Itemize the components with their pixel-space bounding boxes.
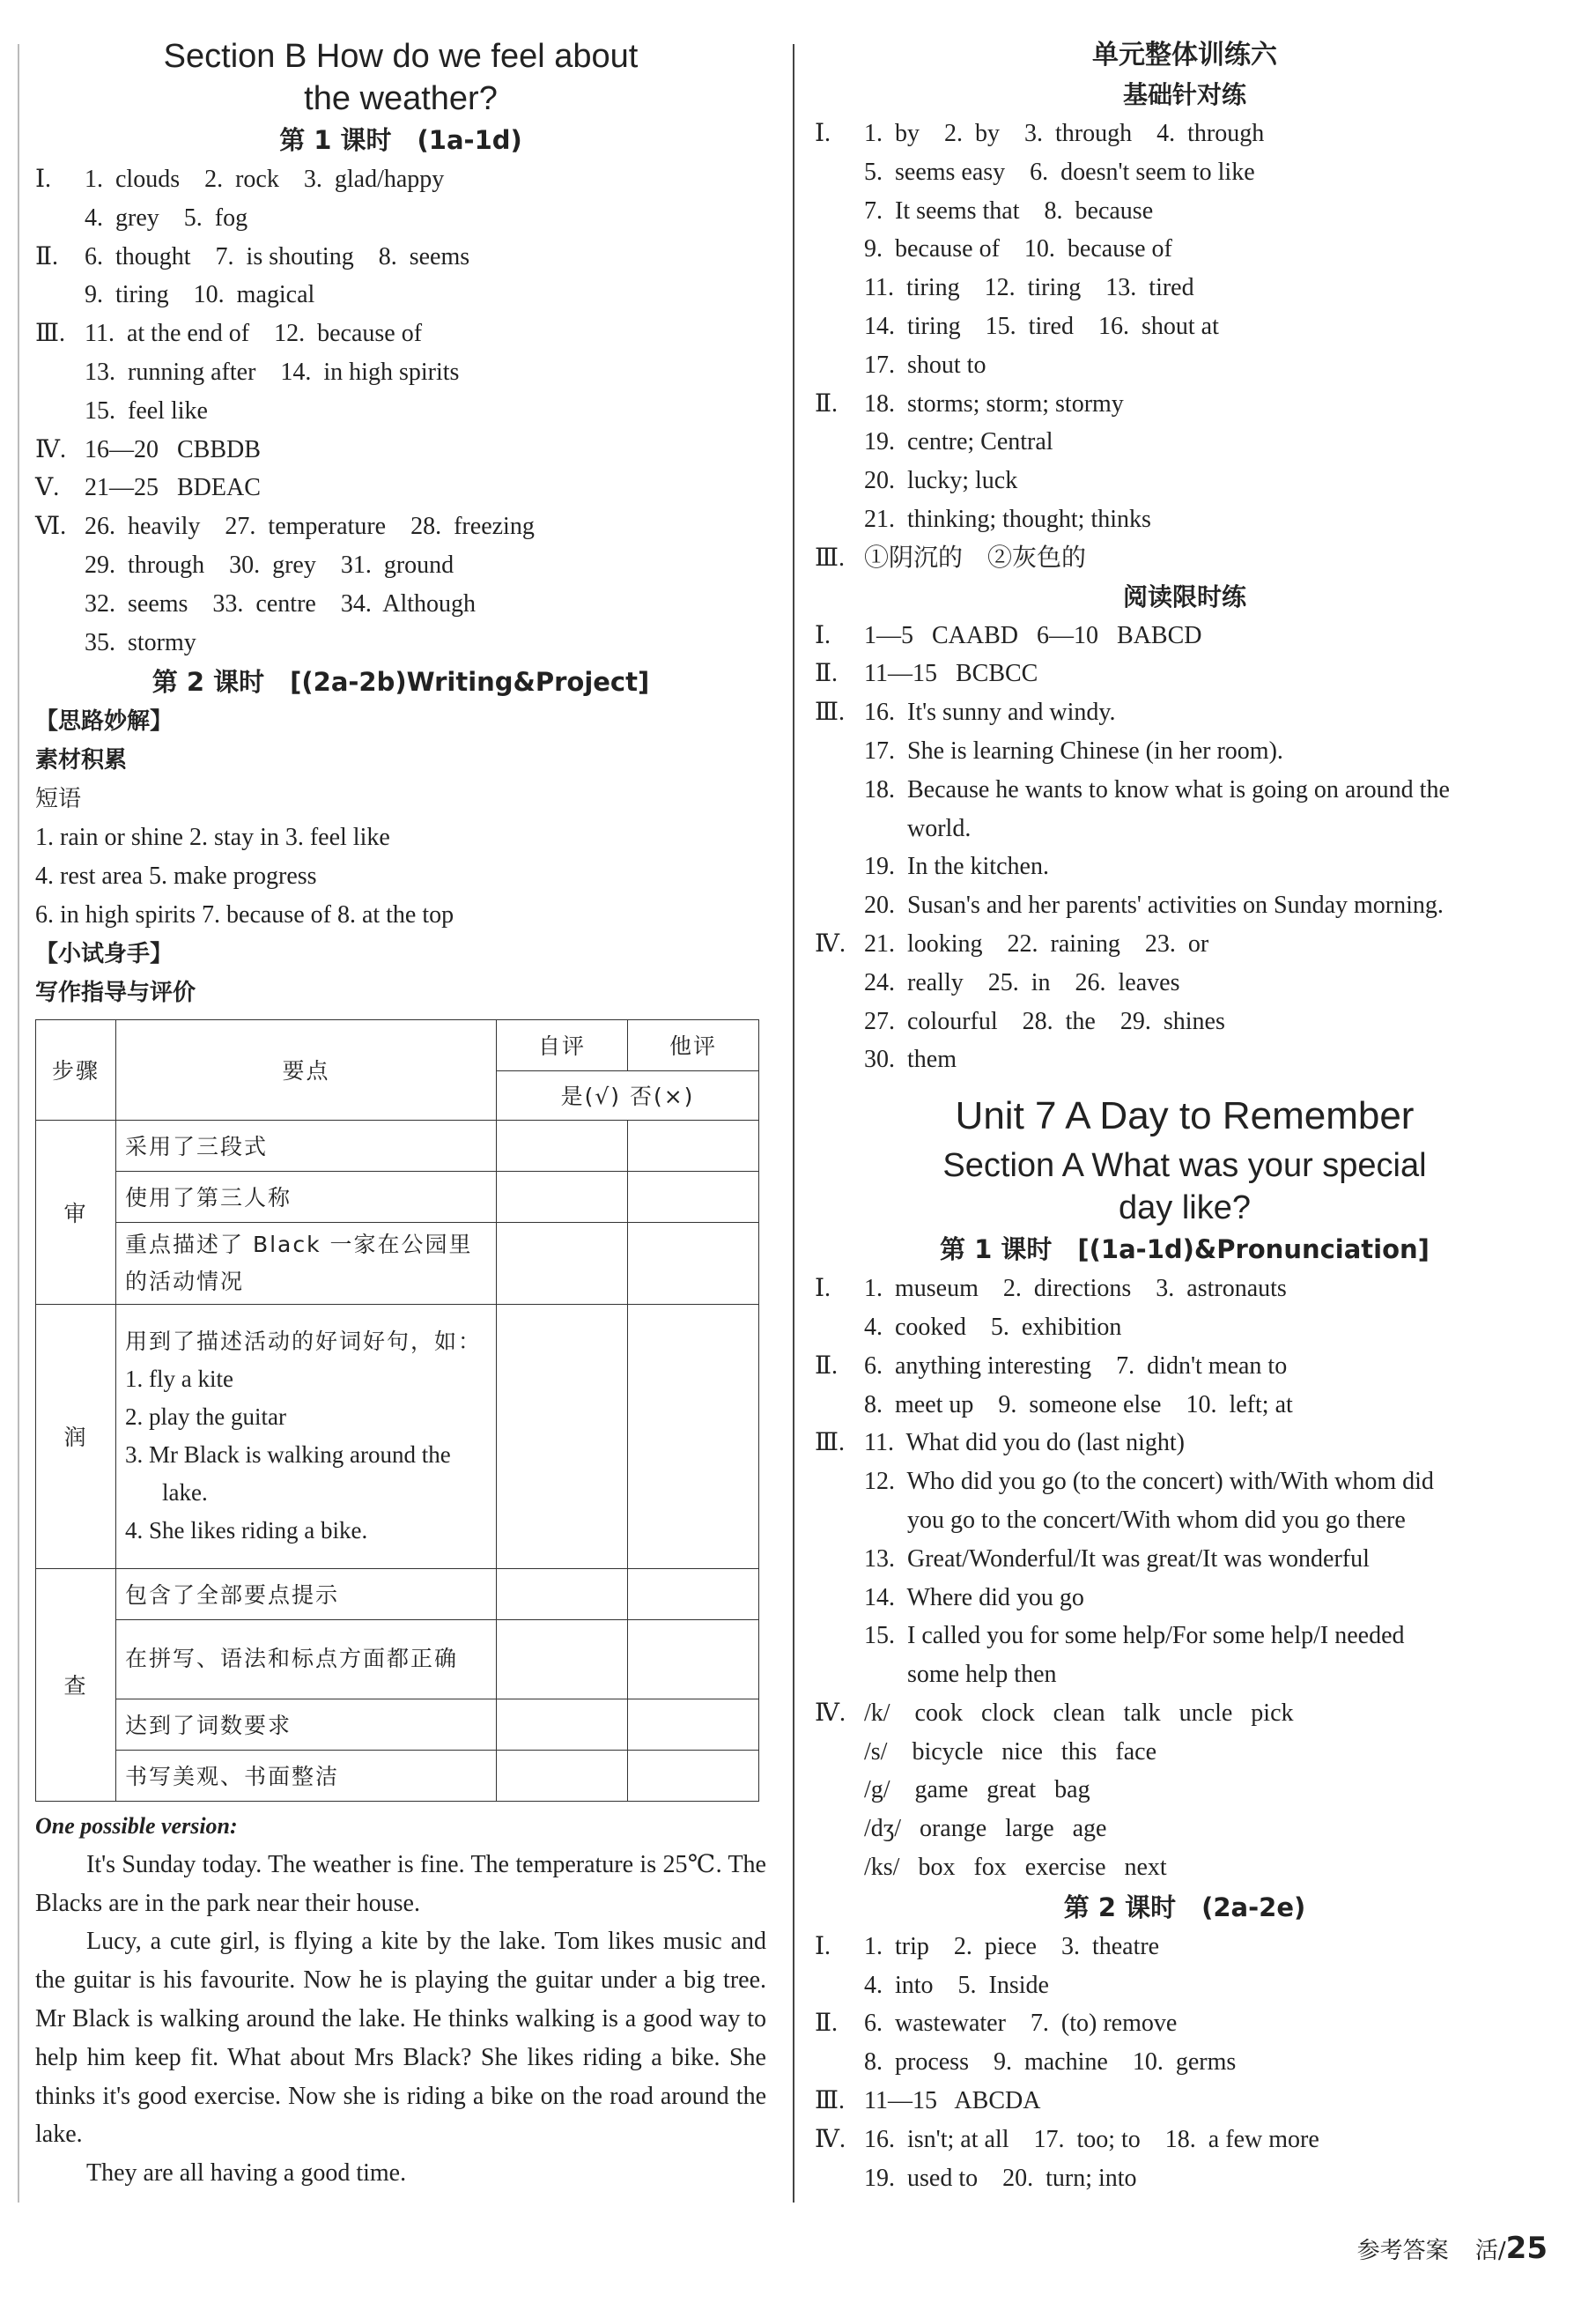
- answer-line: [815, 1424, 1555, 1462]
- answer-text: some help then: [864, 1661, 1057, 1689]
- step-shen: 审: [36, 1120, 116, 1304]
- example-item: 4. She likes riding a bike.: [125, 1517, 368, 1544]
- u7-lesson2-answers: [815, 1928, 1555, 2198]
- u7-lesson2-title: 第 2 课时 (2a-2e): [1063, 1892, 1306, 1922]
- answer-line: [35, 353, 766, 392]
- section-a-title-line1: Section A What was your special: [942, 1147, 1427, 1185]
- key-point: 包含了全部要点提示: [116, 1568, 497, 1619]
- roman-numeral: Ⅳ.: [815, 2125, 846, 2153]
- section-b-title-line1: Section B How do we feel about: [163, 38, 639, 75]
- answer-line: [815, 269, 1555, 307]
- answer-line: [815, 1579, 1555, 1618]
- answer-line: [815, 423, 1555, 462]
- answer-text: 7. It seems that 8. because: [864, 196, 1154, 225]
- answer-text: 30. them: [864, 1046, 957, 1074]
- jichu-answers: [815, 115, 1555, 578]
- xiaoshi-label: 【小试身手】: [35, 940, 174, 967]
- answer-text: 19. used to 20. turn; into: [864, 2164, 1137, 2192]
- step-run: 润: [36, 1304, 116, 1568]
- answer-text: 1. by 2. by 3. through 4. through: [864, 120, 1265, 147]
- roman-numeral: Ⅰ.: [815, 1275, 831, 1303]
- answer-text: 13. Great/Wonderful/It was great/It was wonderful: [864, 1544, 1370, 1573]
- answer-text: 1. museum 2. directions 3. astronauts: [864, 1275, 1287, 1303]
- jichu-title: 基础针对练: [1122, 80, 1246, 109]
- answer-text: 27. colourful 28. the 29. shines: [864, 1007, 1225, 1035]
- answer-text: 20. Susan's and her parents' activities on Sunday morning.: [864, 892, 1444, 920]
- answer-line: [35, 199, 766, 238]
- essay-paragraph: They are all having a good time.: [86, 2159, 407, 2188]
- answer-line: [815, 1848, 1555, 1887]
- answer-text: 13. running after 14. in high spirits: [85, 358, 460, 386]
- answer-line: [815, 1655, 1555, 1694]
- answer-text: 29. through 30. grey 31. ground: [85, 551, 454, 579]
- answer-text: /s/ bicycle nice this face: [864, 1737, 1156, 1766]
- page-number: 25: [1505, 2231, 1548, 2266]
- lesson1-title: 第 1 课时 (1a-1d): [279, 125, 522, 155]
- answer-line: [815, 655, 1555, 693]
- header-other: 他评: [628, 1019, 759, 1070]
- roman-numeral: Ⅱ.: [815, 2010, 839, 2038]
- u7-lesson1-answers: [815, 1270, 1555, 1887]
- right-column: [815, 35, 1555, 2197]
- answer-line: [815, 1040, 1555, 1079]
- answer-text: 12. Who did you go (to the concert) with/With whom did: [864, 1468, 1434, 1496]
- roman-numeral: Ⅲ.: [35, 320, 66, 348]
- answer-text: 14. tiring 15. tired 16. shout at: [864, 312, 1219, 340]
- essay-paragraph: Lucy, a cute girl, is flying a kite by the lake. Tom likes music and the guitar is his favourite. Now he is playing the guitar under a big tree. Mr Black is walking around the lake. He thinks walking is a good way to help him keep fit. What about Mrs Black? She likes riding a bike. She thinks it's good exercise. Now she is riding a bike on the road around the lake.: [35, 1928, 766, 2149]
- answer-line: [815, 848, 1555, 886]
- header-self: 自评: [497, 1019, 628, 1070]
- answer-text: 15. I called you for some help/For some help/I needed: [864, 1622, 1405, 1650]
- roman-numeral: Ⅰ.: [35, 166, 52, 193]
- roman-numeral: Ⅲ.: [815, 699, 846, 727]
- answer-line: [815, 617, 1555, 655]
- roman-numeral: Ⅱ.: [815, 660, 839, 688]
- silu-label: 【思路妙解】: [35, 708, 174, 736]
- answer-line: [815, 771, 1555, 810]
- answer-text: 20. lucky; luck: [864, 467, 1018, 495]
- answer-line: [815, 385, 1555, 424]
- answer-text: 4. grey 5. fog: [85, 204, 248, 232]
- answer-line: [815, 153, 1555, 192]
- answer-line: [815, 1540, 1555, 1579]
- answer-line: [815, 1308, 1555, 1347]
- yuedu-answers: [815, 617, 1555, 1080]
- answer-line: [815, 1270, 1555, 1308]
- answer-text: ①阴沉的 ②灰色的: [864, 544, 1087, 572]
- answer-line: [815, 925, 1555, 964]
- answer-line: [815, 1966, 1555, 2005]
- answer-line: [815, 230, 1555, 269]
- answer-line: [815, 2121, 1555, 2159]
- answer-text: /ks/ box fox exercise next: [864, 1854, 1167, 1882]
- answer-text: 21. looking 22. raining 23. or: [864, 929, 1209, 958]
- xiezuo-label: 写作指导与评价: [35, 979, 196, 1006]
- answer-line: [815, 2004, 1555, 2043]
- header-step: 步骤: [36, 1019, 116, 1120]
- roman-numeral: Ⅱ.: [815, 389, 839, 418]
- answer-line: [815, 732, 1555, 771]
- margin-line: [18, 44, 19, 2203]
- answer-text: 16. It's sunny and windy.: [864, 699, 1116, 727]
- key-point: 达到了词数要求: [116, 1699, 497, 1750]
- answer-text: 4. into 5. Inside: [864, 1971, 1049, 1999]
- lesson2-title: 第 2 课时 [(2a-2b)Writing&Project]: [151, 667, 650, 698]
- answer-text: 15. feel like: [85, 396, 208, 425]
- answer-text: 6. anything interesting 7. didn't mean to: [864, 1351, 1288, 1380]
- answer-text: 1. trip 2. piece 3. theatre: [864, 1932, 1160, 1960]
- answer-line: [815, 1003, 1555, 1041]
- answer-line: [815, 693, 1555, 732]
- phrase-line: 1. rain or shine 2. stay in 3. feel like: [35, 824, 390, 852]
- answer-text: 11. What did you do (last night): [864, 1429, 1185, 1457]
- answer-text: 21. thinking; thought; thinks: [864, 505, 1151, 533]
- evaluation-table: [35, 1019, 759, 1802]
- answer-text: world.: [864, 814, 972, 842]
- answer-line: [35, 238, 766, 277]
- answer-line: [35, 469, 766, 507]
- answer-line: [35, 507, 766, 546]
- answer-line: [815, 1694, 1555, 1733]
- section-b-title-line2: the weather?: [304, 80, 498, 117]
- answer-line: [35, 546, 766, 585]
- duanyu-label: 短语: [35, 786, 82, 813]
- answer-line: [815, 1810, 1555, 1848]
- answer-text: 32. seems 33. centre 34. Although: [85, 589, 477, 618]
- answer-line: [35, 315, 766, 353]
- answer-text: 1—5 CAABD 6—10 BABCD: [864, 621, 1202, 649]
- answer-text: 9. because of 10. because of: [864, 235, 1172, 263]
- phrase-line: 6. in high spirits 7. because of 8. at the top: [35, 900, 454, 929]
- example-item: 2. play the guitar: [125, 1403, 286, 1431]
- answer-text: 11. at the end of 12. because of: [85, 320, 423, 348]
- footer-huo: 活/: [1474, 2238, 1506, 2264]
- answer-text: 8. meet up 9. someone else 10. left; at: [864, 1390, 1293, 1418]
- answer-text: 6. wastewater 7. (to) remove: [864, 2010, 1178, 2038]
- roman-numeral: Ⅲ.: [815, 544, 846, 572]
- answer-line: [815, 964, 1555, 1003]
- roman-numeral: Ⅰ.: [815, 120, 831, 147]
- answer-line: [815, 539, 1555, 578]
- roman-numeral: Ⅰ.: [815, 621, 831, 649]
- left-column: [35, 35, 766, 2193]
- answer-text: 14. Where did you go: [864, 1583, 1084, 1611]
- header-key: 要点: [116, 1019, 497, 1120]
- answer-line: [815, 1462, 1555, 1501]
- unit-training-title: 单元整体训练六: [1092, 40, 1277, 70]
- u7-lesson1-title: 第 1 课时 [(1a-1d)&Pronunciation]: [940, 1234, 1430, 1265]
- answer-line: [815, 2159, 1555, 2198]
- step-cha: 查: [36, 1568, 116, 1801]
- yuedu-title: 阅读限时练: [1122, 581, 1246, 611]
- key-point: 重点描述了 Black 一家在公园里的活动情况: [116, 1222, 497, 1304]
- unit7-title: Unit 7 A Day to Remember: [955, 1094, 1415, 1138]
- section-a-title-line2: day like?: [1119, 1189, 1251, 1227]
- answer-text: you go to the concert/With whom did you go there: [864, 1506, 1406, 1534]
- answer-text: 9. tiring 10. magical: [85, 281, 315, 309]
- roman-numeral: Ⅲ.: [815, 2087, 846, 2115]
- answer-text: 11. tiring 12. tiring 13. tired: [864, 274, 1194, 302]
- answer-text: 26. heavily 27. temperature 28. freezing: [85, 513, 535, 541]
- answer-line: [815, 192, 1555, 231]
- answer-line: [815, 115, 1555, 153]
- answer-text: 18. Because he wants to know what is going on around the: [864, 775, 1450, 803]
- footer-label: 参考答案: [1356, 2238, 1449, 2264]
- answer-text: 18. storms; storm; stormy: [864, 389, 1124, 418]
- answer-line: [815, 2082, 1555, 2121]
- answer-line: [815, 810, 1555, 848]
- essay-heading: One possible version:: [35, 1812, 238, 1839]
- roman-numeral: Ⅵ.: [35, 513, 67, 541]
- answer-line: [35, 392, 766, 431]
- roman-numeral: Ⅳ.: [815, 929, 846, 958]
- answer-line: [35, 276, 766, 315]
- answer-text: 8. process 9. machine 10. germs: [864, 2048, 1237, 2077]
- lesson1-answers: [35, 160, 766, 662]
- answer-line: [815, 2043, 1555, 2082]
- answer-line: [815, 1928, 1555, 1966]
- answer-line: [815, 462, 1555, 500]
- key-point-examples: [116, 1304, 497, 1568]
- answer-text: 11—15 BCBCC: [864, 660, 1038, 688]
- answer-text: 21—25 BDEAC: [85, 474, 261, 502]
- answer-line: [35, 585, 766, 624]
- answer-text: 16—20 CBBDB: [85, 435, 261, 463]
- answer-line: [35, 431, 766, 470]
- answer-text: 4. cooked 5. exhibition: [864, 1313, 1122, 1341]
- answer-line: [815, 1501, 1555, 1540]
- answer-line: [35, 624, 766, 663]
- key-point: 使用了第三人称: [116, 1171, 497, 1222]
- answer-text: 19. In the kitchen.: [864, 853, 1049, 881]
- header-yes-no: 是(√) 否(×): [497, 1070, 759, 1120]
- answer-text: 24. really 25. in 26. leaves: [864, 968, 1180, 996]
- roman-numeral: Ⅱ.: [35, 242, 59, 270]
- essay-paragraph: It's Sunday today. The weather is fine. The temperature is 25℃. The Blacks are in the park near their house.: [35, 1850, 766, 1917]
- answer-text: 16. isn't; at all 17. too; to 18. a few more: [864, 2125, 1319, 2153]
- answer-line: [815, 500, 1555, 539]
- answer-text: /dʒ/ orange large age: [864, 1815, 1107, 1843]
- answer-text: 19. centre; Central: [864, 428, 1053, 456]
- column-divider: [793, 44, 794, 2203]
- answer-text: 17. She is learning Chinese (in her room).: [864, 737, 1283, 765]
- examples-intro: 用到了描述活动的好词好句，如：: [125, 1329, 483, 1355]
- answer-line: [815, 886, 1555, 925]
- key-point: 采用了三段式: [116, 1120, 497, 1171]
- answer-text: /g/ game great bag: [864, 1776, 1090, 1804]
- answer-text: 5. seems easy 6. doesn't seem to like: [864, 158, 1255, 186]
- page-footer: [1357, 2231, 1548, 2266]
- answer-line: [815, 307, 1555, 346]
- answer-line: [815, 346, 1555, 385]
- answer-line: [815, 1617, 1555, 1655]
- answer-text: 1. clouds 2. rock 3. glad/happy: [85, 166, 445, 193]
- roman-numeral: Ⅰ.: [815, 1932, 831, 1960]
- roman-numeral: Ⅴ.: [35, 474, 60, 502]
- answer-text: 35. stormy: [85, 628, 196, 656]
- example-item: 1. fly a kite: [125, 1366, 233, 1393]
- answer-line: [35, 160, 766, 199]
- key-point: 在拼写、语法和标点方面都正确: [116, 1619, 497, 1699]
- phrase-line: 4. rest area 5. make progress: [35, 863, 317, 891]
- example-item: 3. Mr Black is walking around the lake.: [125, 1441, 451, 1507]
- answer-text: 11—15 ABCDA: [864, 2087, 1041, 2115]
- answer-line: [815, 1771, 1555, 1810]
- answer-text: 6. thought 7. is shouting 8. seems: [85, 242, 470, 270]
- answer-text: /k/ cook clock clean talk uncle pick: [864, 1699, 1294, 1727]
- roman-numeral: Ⅲ.: [815, 1429, 846, 1457]
- answer-text: 17. shout to: [864, 351, 986, 379]
- answer-line: [815, 1386, 1555, 1425]
- roman-numeral: Ⅳ.: [815, 1699, 846, 1727]
- key-point: 书写美观、书面整洁: [116, 1750, 497, 1801]
- roman-numeral: Ⅱ.: [815, 1351, 839, 1380]
- answer-line: [815, 1347, 1555, 1386]
- answer-line: [815, 1733, 1555, 1772]
- roman-numeral: Ⅳ.: [35, 435, 66, 463]
- sucai-label: 素材积累: [35, 747, 128, 774]
